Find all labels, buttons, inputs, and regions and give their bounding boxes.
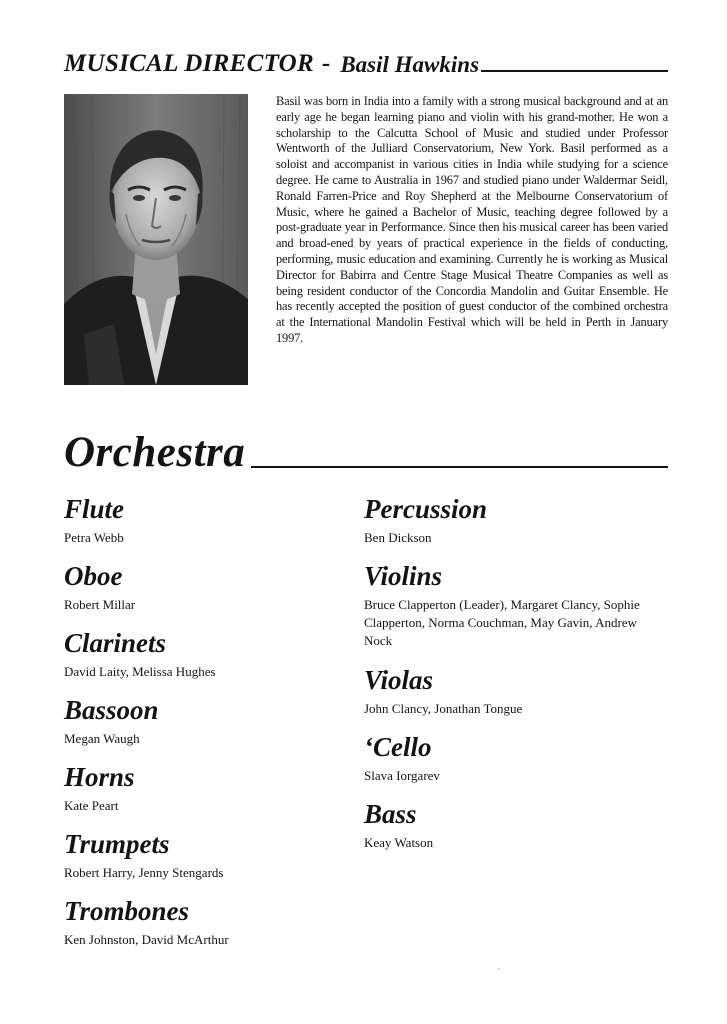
heading-rule: [481, 70, 668, 72]
orchestra-heading: [64, 428, 668, 478]
musical-director-heading: [64, 44, 668, 78]
section-members: Bruce Clapperton (Leader), Margaret Clancy, Sophie Clapperton, Norma Couchman, May Gavin, Andrew Nock: [364, 597, 640, 648]
section-violins: [364, 561, 664, 650]
section-heading: Violins: [364, 561, 443, 591]
director-role: MUSICAL DIRECTOR: [64, 50, 315, 77]
orchestra-heading-rule: [251, 466, 668, 468]
section-trumpets: [64, 829, 223, 882]
heading-separator: -: [322, 50, 331, 77]
director-biography: Basil was born in India into a family with a strong musical background and at an early age he began learning piano and violin with his grand-mother. He won a scholarship to the Calcutta School of Music and studied under Professor Wentworth of the Julliard Conservatorium, New York. Basil performed as a soloist and accompanist in various cities in India while studying for a science degree. He came to Australia in 1967 and studied piano under Waldermar Seidl, Ronald Farren-Price and Roy Shepherd at the Melbourne Conservatorium of Music, where he gained a Bachelor of Music, teaching degree followed by a post-graduate year in Performance. Since then his musical career has been varied and broad-ened by years of practical experience in the fields of conducting, performing, music education and examining. Currently he is working as Musical Director for Babirra and Centre Stage Musical Theatre Companies as well as being resident conductor of the Concordia Mandolin and Guitar Ensemble. He has recently accepted the position of guest conductor of the combined orchestra at the International Mandolin Festival which will be held in Perth in January 1997.: [276, 94, 668, 345]
section-cello: [364, 732, 664, 785]
section-members: Ken Johnston, David McArthur: [64, 932, 229, 947]
section-members: John Clancy, Jonathan Tongue: [364, 701, 523, 716]
section-heading: ‘Cello: [364, 732, 432, 762]
paper-speck: [498, 968, 500, 970]
section-heading: Violas: [364, 665, 434, 695]
section-members: Robert Millar: [64, 597, 136, 612]
section-heading: Flute: [64, 494, 125, 524]
section-heading: Bassoon: [64, 695, 159, 725]
section-members: Petra Webb: [64, 530, 124, 545]
orchestra-title: Orchestra: [64, 429, 246, 476]
section-members: Kate Peart: [64, 798, 119, 813]
section-heading: Clarinets: [64, 628, 167, 658]
section-members: Slava Iorgarev: [364, 768, 440, 783]
section-heading: Percussion: [364, 494, 488, 524]
section-members: David Laity, Melissa Hughes: [64, 664, 216, 679]
section-trombones: [64, 896, 229, 949]
section-heading: Trombones: [64, 896, 190, 926]
section-members: Keay Watson: [364, 835, 434, 850]
section-horns: [64, 762, 135, 815]
section-percussion: [364, 494, 664, 547]
section-flute: [64, 494, 124, 547]
section-bass: [364, 799, 664, 852]
section-clarinets: [64, 628, 216, 681]
section-oboe: [64, 561, 135, 614]
section-members: Ben Dickson: [364, 530, 432, 545]
section-heading: Bass: [364, 799, 417, 829]
director-photo: [64, 94, 248, 385]
section-heading: Oboe: [64, 561, 123, 591]
section-members: Robert Harry, Jenny Stengards: [64, 865, 224, 880]
section-members: Megan Waugh: [64, 731, 140, 746]
section-bassoon: [64, 695, 159, 748]
section-heading: Horns: [64, 762, 135, 792]
section-heading: Trumpets: [64, 829, 170, 859]
director-name: Basil Hawkins: [340, 52, 480, 77]
section-violas: [364, 665, 664, 718]
